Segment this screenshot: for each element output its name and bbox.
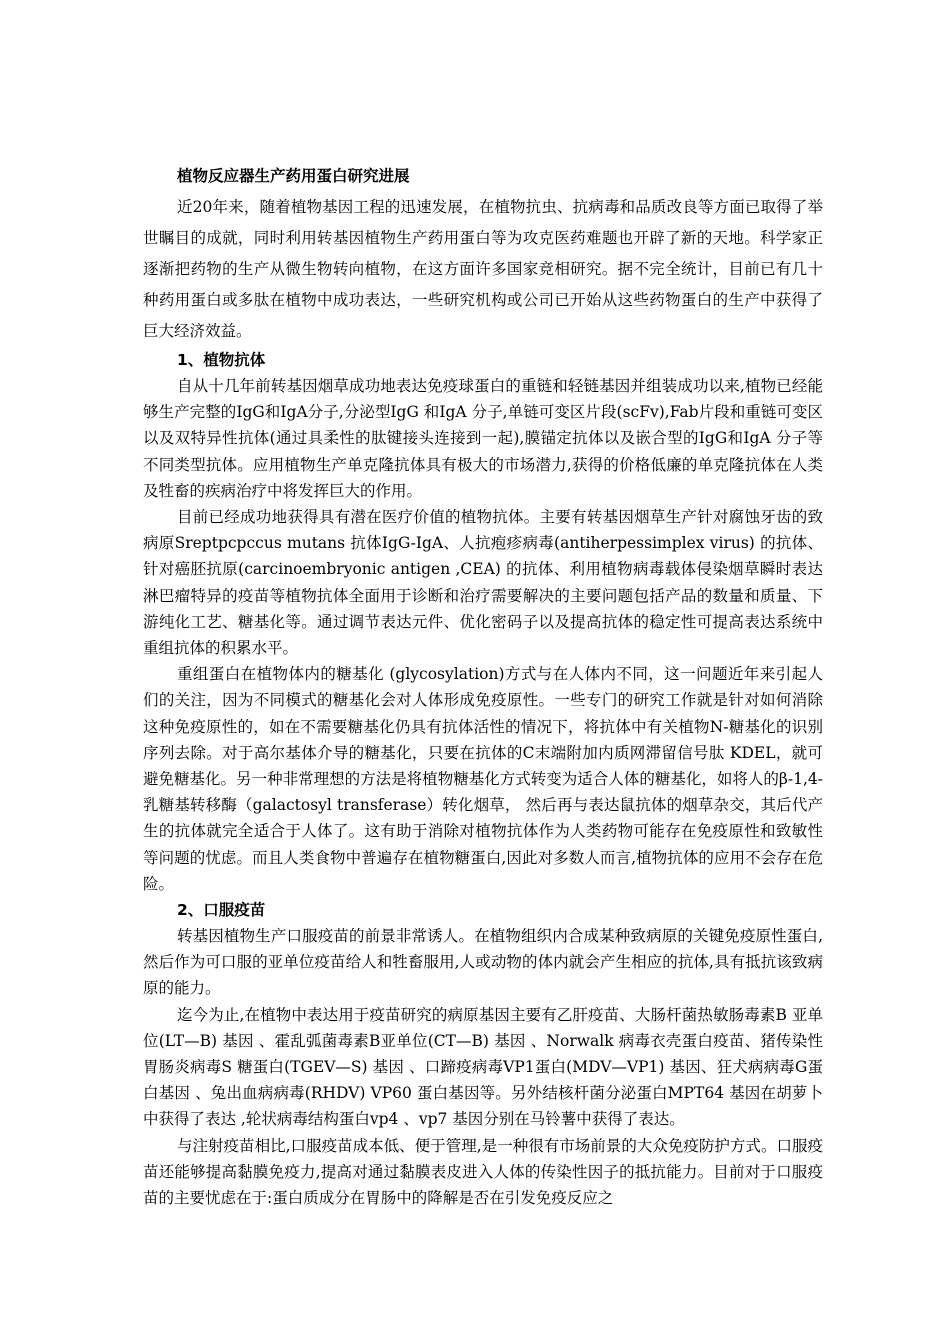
section-heading-plant-antibody: 1、植物抗体: [177, 351, 266, 369]
intro-paragraph: 近20年来，随着植物基因工程的迅速发展，在植物抗虫、抗病毒和品质改良等方面已取得了举世瞩目的成就，同时利用转基因植物生产药用蛋白等为攻克医药难题也开辟了新的天地。科学家正逐渐把药物的生产从微生物转向植物，在这方面许多国家竞相研究。据不完全统计，目前已有几十种药用蛋白或多肽在植物中成功表达，一些研究机构或公司已开始从这些药物蛋白的生产中获得了巨大经济效益。: [143, 198, 823, 340]
section2-paragraph-1: 转基因植物生产口服疫苗的前景非常诱人。在植物组织内合成某种致病原的关键免疫原性蛋白,然后作为可口服的亚单位疫苗给人和牲畜服用,人或动物的体内就会产生相应的抗体,具有抵抗该致病原的能力。: [143, 927, 823, 998]
section1-paragraph-2: 目前已经成功地获得具有潜在医疗价值的植物抗体。主要有转基因烟草生产针对腐蚀牙齿的致病原Sreptpcpccus mutans 抗体IgG-IgA、人抗疱疹病毒(antiherpessimplex virus) 的抗体、针对癌胚抗原(carcinoembryonic antigen ,CEA) 的抗体、利用植物病毒载体侵染烟草瞬时表达淋巴瘤特异的疫苗等植物抗体全面用于诊断和治疗需要解决的主要问题包括产品的数量和质量、下游纯化工艺、糖基化等。通过调节表达元件、优化密码子以及提高抗体的稳定性可提高表达系统中重组抗体的积累水平。: [143, 508, 823, 658]
section1-paragraph-3: 重组蛋白在植物体内的糖基化 (glycosylation)方式与在人体内不同，这一问题近年来引起人们的关注，因为不同模式的糖基化会对人体形成免疫原性。一些专门的研究工作就是针对如何消除这种免疫原性的，如在不需要糖基化仍具有抗体活性的情况下，将抗体中有关植物N-糖基化的识别序列去除。对于高尔基体介导的糖基化，只要在抗体的C末端附加内质网滞留信号肽 KDEL，就可避免糖基化。另一种非常理想的方法是将植物糖基化方式转变为适合人体的糖基化，如将人的β-1,4-乳糖基转移酶（galactosyl transferase）转化烟草， 然后再与表达鼠抗体的烟草杂交，其后代产生的抗体就完全适合于人体了。这有助于消除对植物抗体作为人类药物可能存在免疫原性和致敏性等问题的忧虑。而且人类食物中普遍存在植物糖蛋白,因此对多数人而言,植物抗体的应用不会存在危险。: [143, 665, 823, 893]
section1-paragraph-1: 自从十几年前转基因烟草成功地表达免疫球蛋白的重链和轻链基因并组装成功以来,植物已经能够生产完整的IgG和IgA分子,分泌型IgG 和IgA 分子,单链可变区片段(scFv),Fab片段和重链可变区以及双特异性抗体(通过具柔性的肽键接头连接到一起),膜锚定抗体以及嵌合型的IgG和IgA 分子等不同类型抗体。应用植物生产单克隆抗体具有极大的市场潜力,获得的价格低廉的单克隆抗体在人类及牲畜的疾病治疗中将发挥巨大的作用。: [143, 377, 823, 500]
section2-paragraph-2: 迄今为止,在植物中表达用于疫苗研究的病原基因主要有乙肝疫苗、大肠杆菌热敏肠毒素B 亚单位(LT—B) 基因 、霍乱弧菌毒素B亚单位(CT—B) 基因 、Norwalk 病毒衣壳蛋白疫苗、猪传染性胃肠炎病毒S 糖蛋白(TGEV—S) 基因 、口蹄疫病毒VP1蛋白(MDV—VP1) 基因、狂犬病病毒G蛋白基因 、兔出血病病毒(RHDV) VP60 蛋白基因等。另外结核杆菌分泌蛋白MPT64 基因在胡萝卜中获得了表达 ,轮状病毒结构蛋白vp4 、vp7 基因分别在马铃薯中获得了表达。: [143, 1005, 823, 1129]
document-title: 植物反应器生产药用蛋白研究进展: [177, 167, 410, 185]
section2-paragraph-3: 与注射疫苗相比,口服疫苗成本低、便于管理,是一种很有市场前景的大众免疫防护方式。口服疫苗还能够提高黏膜免疫力,提高对通过黏膜表皮进入人体的传染性因子的抵抗能力。目前对于口服疫苗的主要忧虑在于:蛋白质成分在胃肠中的降解是否在引发免疫反应之: [143, 1136, 823, 1208]
document-body: [143, 162, 823, 1211]
section-heading-oral-vaccine: 2、口服疫苗: [177, 901, 266, 920]
